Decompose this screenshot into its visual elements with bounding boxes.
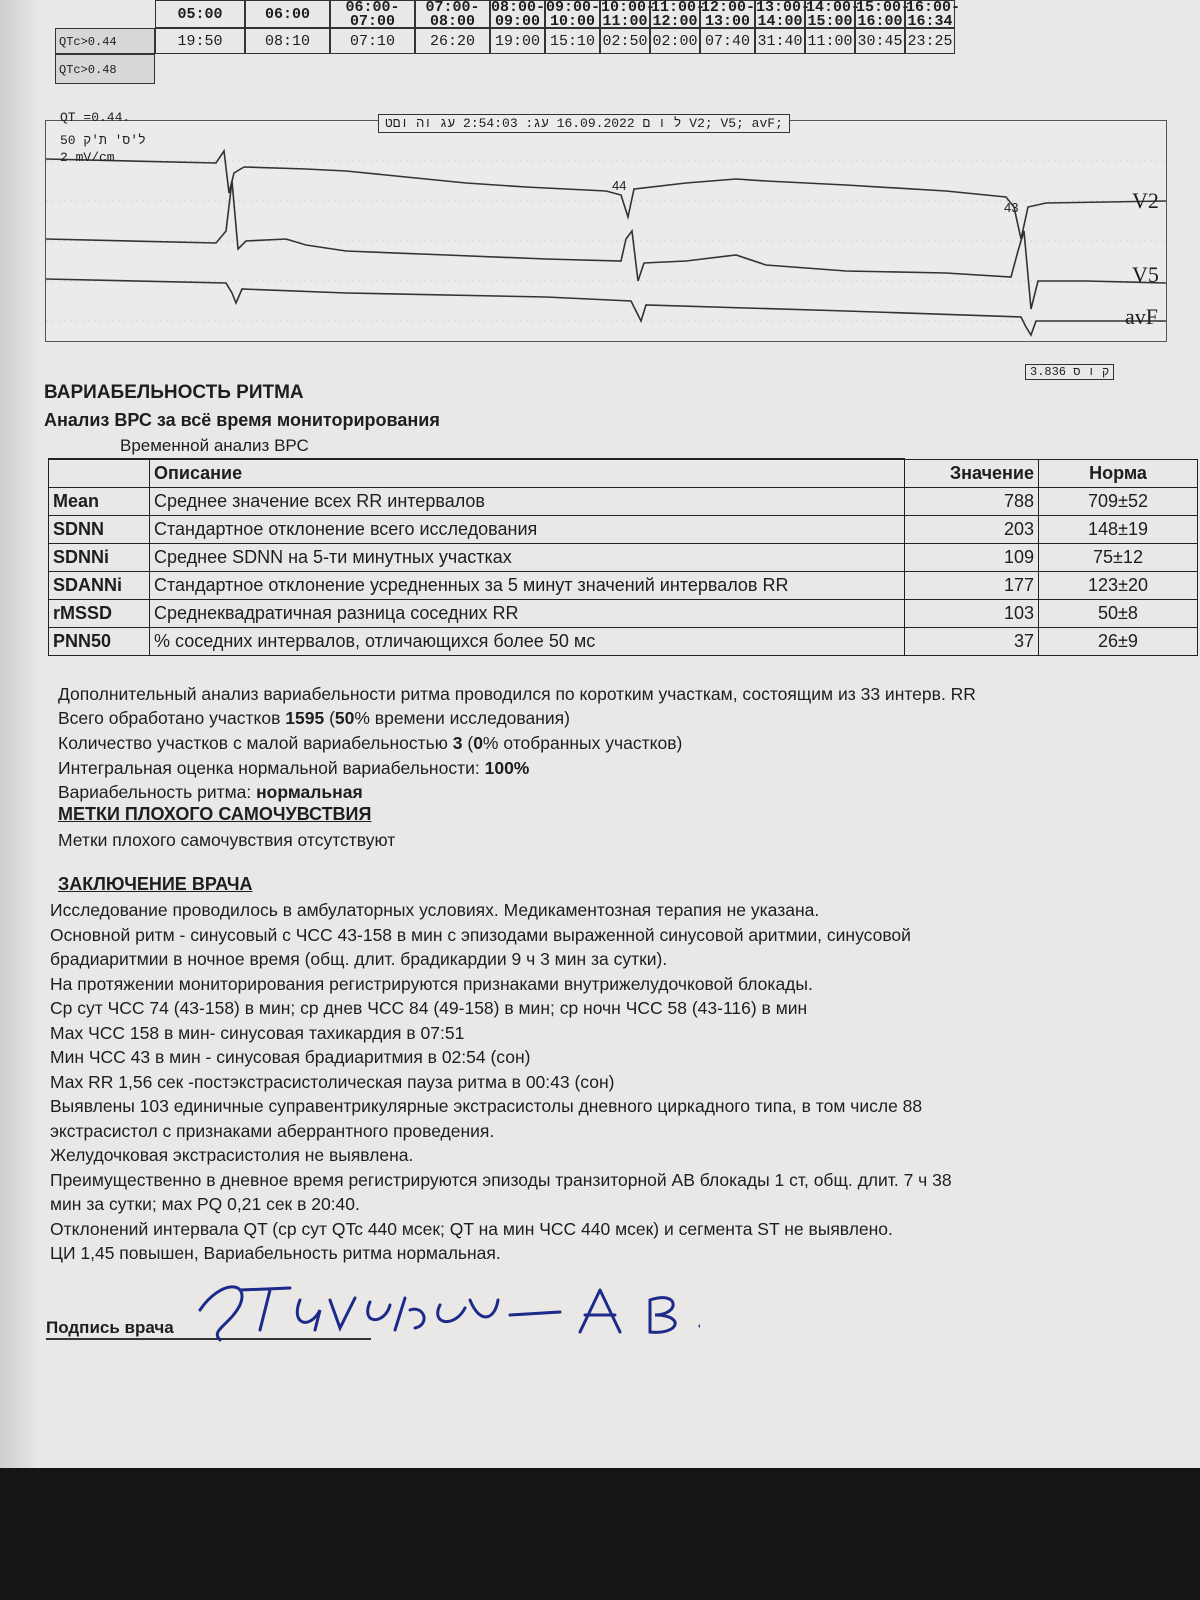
table-cell: 07:00- 08:00 [415,0,490,28]
table-cell: 12:00- 13:00 [701,0,756,30]
page-shadow [0,0,40,1468]
cell-value: 37 [905,628,1039,656]
cell-norm: 50±8 [1039,600,1198,628]
table-cell: 08:00- 09:00 [491,0,546,30]
hrv-table [48,458,1198,656]
beat-label: 44 [612,178,627,193]
ecg-scale: 3.836 ק ו ס [1025,364,1114,380]
cell-code: Mean [49,488,150,516]
conclusion-line: Выявлены 103 единичные суправентрикулярные экстрасистолы дневного циркадного типа, в том числе 88 [50,1096,923,1116]
conclusion-line: Мах ЧСС 158 в мин- синусовая тахикардия в 07:51 [50,1022,465,1043]
cell-value: 788 [905,488,1039,516]
signature-label: Подпись врача [46,1318,174,1337]
conclusion-text [50,898,952,1266]
table-row [49,600,1198,628]
table-row [49,544,1198,572]
table-cell: 05:00 [155,0,245,28]
table-row [49,488,1198,516]
lead-label-v2: V2 [1132,188,1159,213]
additional-line: Дополнительный анализ вариабельности ритма проводился по коротким участкам, состоящим из 33 интерв. RR [58,684,976,704]
header-desc: Описание [150,459,905,488]
table-cell: 09:00- 10:00 [546,0,601,30]
cell-desc: % соседних интервалов, отличающихся более 50 мс [150,628,905,656]
conclusion-line: брадиаритмии в ночное время (общ. длит. брадикардии 9 ч 3 мин за сутки). [50,949,668,969]
table-cell: 15:00- 16:00 [856,0,911,30]
table-cell: 11:00 [805,28,855,54]
table-cell: 16:00- 16:34 [906,0,961,30]
ecg-qt: QT =0.44. [60,110,131,125]
table-cell: 02:00 [650,28,700,54]
bad-marks-text: Метки плохого самочувствия отсутствуют [58,830,396,850]
cell-value: 177 [905,572,1039,600]
conclusion-line: Преимущественно в дневное время регистрируются эпизоды транзиторной АВ блокады 1 ст, общ. длит. 7 ч 38 [50,1169,952,1190]
table-row [49,516,1198,544]
ecg-header: ל ו ם 16.09.2022 עג: 2:54:03 עג וה וםט V2; V5; avF; [378,114,790,133]
beat-label: 43 [1004,200,1019,215]
cell-code: PNN50 [49,628,150,656]
ecg-gain: 2 mV/cm [60,150,115,165]
table-cell: 31:40 [755,28,805,54]
cell-desc: Среднее SDNN на 5-ти минутных участках [150,544,905,572]
table-cell: 07:10 [330,28,415,54]
additional-line: Всего обработано участков 1595 (50% времени исследования) [58,708,570,728]
cell-code: SDNN [49,516,150,544]
table-row-label: QTc>0.44 [55,28,155,54]
additional-line: Интегральная оценка нормальной вариабельности: 100% [58,758,530,778]
cell-norm: 709±52 [1039,488,1198,516]
ecg-strip [45,120,1167,342]
table-cell: 06:00- 07:00 [330,0,415,28]
header-norm: Норма [1039,459,1198,488]
cell-desc: Среднеквадратичная разница соседних RR [150,600,905,628]
cell-desc: Стандартное отклонение всего исследования [150,516,905,544]
table-cell: 06:00 [245,0,330,28]
table-row-label: QTc>0.48 [55,54,155,84]
hrv-section: Временной анализ ВРС [120,436,309,455]
table-cell: 19:50 [155,28,245,54]
table-cell: 23:25 [905,28,955,54]
table-cell: 07:40 [700,28,755,54]
cell-norm: 148±19 [1039,516,1198,544]
ecg-traces [46,121,1166,341]
cell-value: 109 [905,544,1039,572]
conclusion-line: Мин ЧСС 43 в мин - синусовая брадиаритмия в 02:54 (сон) [50,1047,531,1067]
conclusion-line: мин за сутки; мах PQ 0,21 сек в 20:40. [50,1194,360,1214]
ecg-lead-avf-trace [46,279,1166,335]
cell-code: SDANNi [49,572,150,600]
table-cell: 08:10 [245,28,330,54]
conclusion-line: Основной ритм - синусовый с ЧСС 43-158 в мин с эпизодами выраженной синусовой аритмии, синусовой [50,924,911,945]
ecg-settings [60,110,146,165]
lead-label-v5: V5 [1132,262,1159,287]
conclusion-line: ЦИ 1,45 повышен, Вариабельность ритма нормальная. [50,1243,501,1263]
table-cell: 10:00- 11:00 [601,0,656,30]
table-row [49,572,1198,600]
ecg-speed: 50 ל'ס' ת'ק [60,133,146,148]
table-cell: 11:00- 12:00 [651,0,706,30]
table-header-row [49,459,1198,488]
conclusion-line: Мах RR 1,56 сек -постэкстрасистолическая пауза ритма в 00:43 (сон) [50,1071,615,1092]
cell-value: 203 [905,516,1039,544]
bad-marks-title: МЕТКИ ПЛОХОГО САМОЧУВСТВИЯ [58,804,372,824]
cell-code: SDNNi [49,544,150,572]
conclusion-line: экстрасистол с признаками аберрантного проведения. [50,1120,495,1141]
table-cell: 02:50 [600,28,650,54]
conclusion-title: ЗАКЛЮЧЕНИЕ ВРАЧА [58,874,253,894]
table-cell: 14:00- 15:00 [806,0,861,30]
background-surface [0,1468,1200,1600]
table-cell: 30:45 [855,28,905,54]
table-cell: 13:00- 14:00 [756,0,811,30]
cell-desc: Стандартное отклонение усредненных за 5 минут значений интервалов RR [150,572,905,600]
additional-line: Количество участков с малой вариабельностью 3 (0% отобранных участков) [58,733,683,753]
hrv-subtitle: Анализ ВРС за всё время мониторирования [44,410,440,430]
cell-norm: 75±12 [1039,544,1198,572]
conclusion-line: Ср сут ЧСС 74 (43-158) в мин; ср днев ЧСС 84 (49-158) в мин; ср ночн ЧСС 58 (43-116) в мин [50,998,808,1018]
cell-code: rMSSD [49,600,150,628]
conclusion-line: Исследование проводилось в амбулаторных условиях. Медикаментозная терапия не указана. [50,900,820,920]
ecg-lead-v2-trace [46,151,1166,239]
conclusion-line: На протяжении мониторирования регистрируются признаками внутрижелудочковой блокады. [50,973,813,994]
cell-norm: 123±20 [1039,572,1198,600]
table-cell: 19:00 [490,28,545,54]
handwritten-signature [180,1270,700,1350]
conclusion-line: Желудочковая экстрасистолия не выявлена. [50,1145,414,1165]
lead-label-avf: avF [1125,304,1158,329]
conclusion-line: Отклонений интервала QT (ср сут QTc 440 мсек; QT на мин ЧСС 440 мсек) и сегмента ST не выявлено. [50,1218,893,1239]
cell-desc: Среднее значение всех RR интервалов [150,488,905,516]
cell-value: 103 [905,600,1039,628]
hrv-title: ВАРИАБЕЛЬНОСТЬ РИТМА [44,382,304,403]
additional-line: Вариабельность ритма: нормальная [58,782,363,802]
ecg-lead-v5-trace [46,181,1166,309]
table-cell: 15:10 [545,28,600,54]
table-row [49,628,1198,656]
cell-norm: 26±9 [1039,628,1198,656]
table-cell: 26:20 [415,28,490,54]
header-value: Значение [905,459,1039,488]
